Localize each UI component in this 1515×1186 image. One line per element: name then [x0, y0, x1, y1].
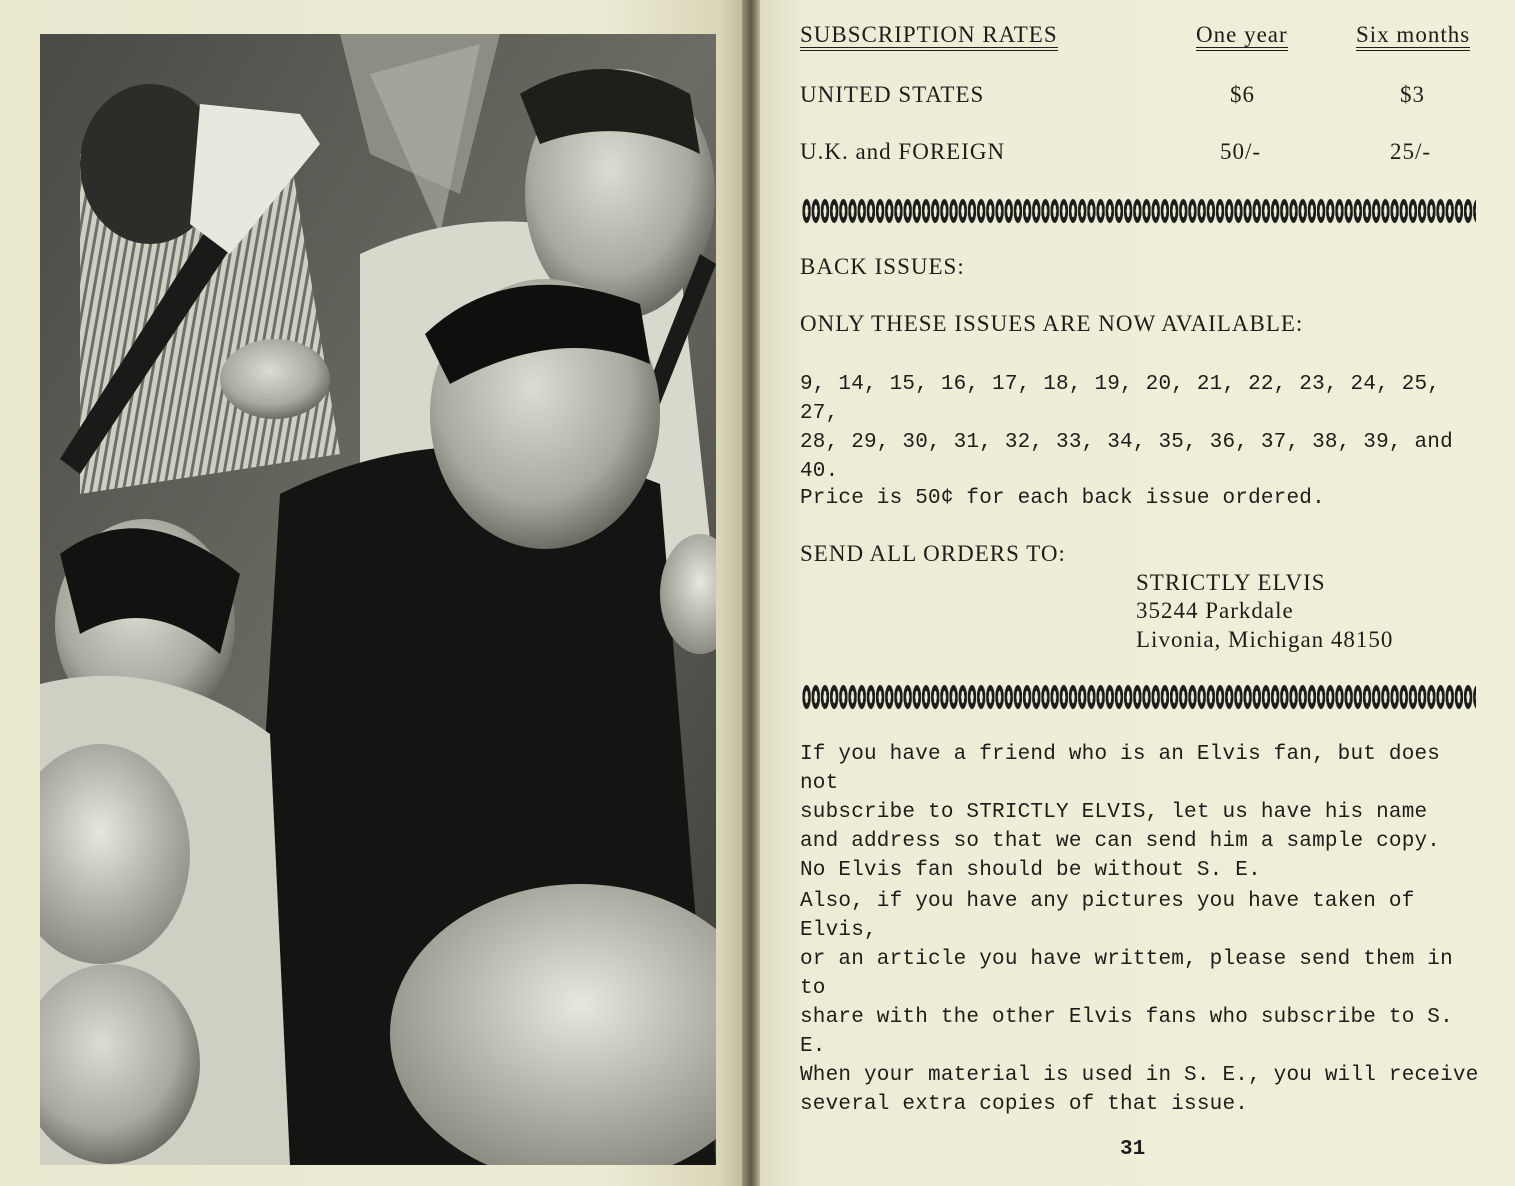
subscription-heading-text: SUBSCRIPTION RATES	[800, 22, 1058, 51]
page-gutter	[742, 0, 762, 1186]
back-issues-heading: BACK ISSUES:	[800, 254, 965, 279]
friend-paragraph	[800, 740, 1490, 885]
decorative-border-bottom	[802, 684, 1476, 710]
friend-line-4: No Elvis fan should be without S. E.	[800, 859, 1261, 882]
friend-line-2: subscribe to STRICTLY ELVIS, let us have his name	[800, 801, 1428, 824]
pictures-line-5: several extra copies of that issue.	[800, 1093, 1249, 1116]
rate-uk-six-months: 25/-	[1390, 139, 1432, 164]
available-issues-heading: ONLY THESE ISSUES ARE NOW AVAILABLE:	[800, 311, 1304, 336]
photograph	[40, 34, 716, 1165]
rate-us-one-year: $6	[1230, 82, 1255, 107]
friend-line-3: and address so that we can send him a sample copy.	[800, 830, 1441, 853]
col-one-year	[1196, 22, 1288, 48]
rate-region-uk: U.K. and FOREIGN	[800, 139, 1006, 164]
price-line: Price is 50¢ for each back issue ordered.	[800, 487, 1325, 510]
pictures-line-2: or an article you have writtem, please send them in to	[800, 948, 1453, 1000]
subscription-heading	[800, 22, 1058, 48]
pictures-line-4: When your material is used in S. E., you will receive	[800, 1064, 1479, 1087]
issue-list-line-2: 28, 29, 30, 31, 32, 33, 34, 35, 36, 37, 38, 39, and	[800, 431, 1453, 454]
pictures-line-1: Also, if you have any pictures you have taken of Elvis,	[800, 890, 1415, 942]
decorative-border-top	[802, 198, 1476, 224]
col-six-months	[1356, 22, 1470, 48]
rate-uk-one-year: 50/-	[1220, 139, 1262, 164]
address-line-2: 35244 Parkdale	[1136, 598, 1294, 623]
right-page	[760, 0, 1515, 1186]
page-number: 31	[1120, 1138, 1146, 1161]
col-six-months-text: Six months	[1356, 22, 1470, 51]
photo-illustration	[40, 34, 716, 1165]
friend-line-1: If you have a friend who is an Elvis fan, but does not	[800, 743, 1441, 795]
issue-list-line-3: 40.	[800, 460, 839, 483]
left-page	[0, 0, 750, 1186]
rate-region-us: UNITED STATES	[800, 82, 985, 107]
address-line-3: Livonia, Michigan 48150	[1136, 627, 1394, 652]
col-one-year-text: One year	[1196, 22, 1288, 51]
issue-list	[800, 370, 1490, 486]
orders-heading: SEND ALL ORDERS TO:	[800, 541, 1066, 566]
pictures-line-3: share with the other Elvis fans who subscribe to S. E.	[800, 1006, 1453, 1058]
pictures-paragraph	[800, 887, 1490, 1119]
issue-list-line-1: 9, 14, 15, 16, 17, 18, 19, 20, 21, 22, 23, 24, 25, 27,	[800, 373, 1441, 425]
address-line-1: STRICTLY ELVIS	[1136, 570, 1326, 595]
rate-us-six-months: $3	[1400, 82, 1425, 107]
